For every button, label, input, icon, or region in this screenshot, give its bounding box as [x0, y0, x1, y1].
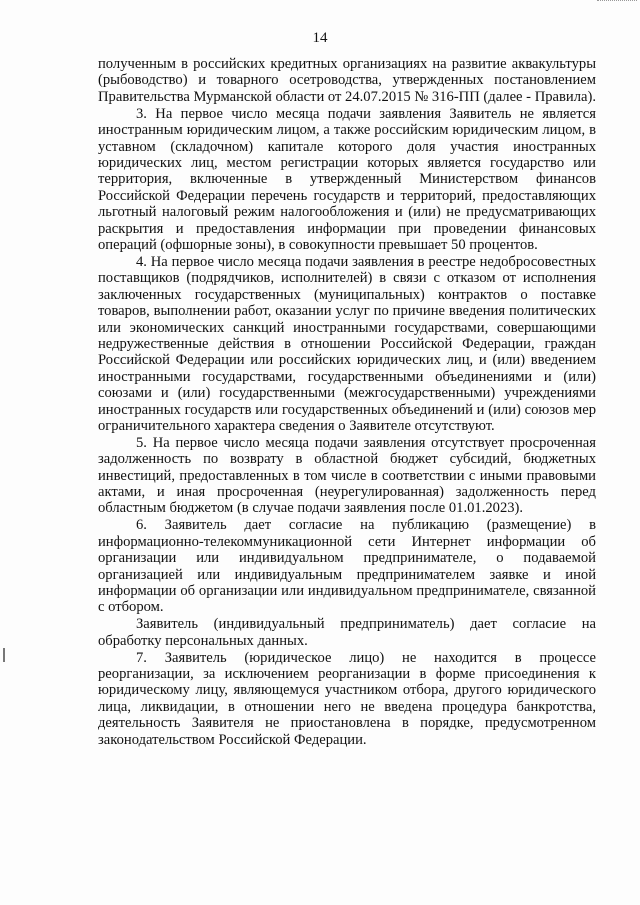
- paragraph-item-5: 5. На первое число месяца подачи заявления отсутствует просроченная задолженность по возврату в областной бюджет субсидий, бюджетных инвестиций, предоставленных в том числе в соответствии с иными правовыми актами, и иная просроченная (неурегулированная) задолженность перед областным бюджетом (в случае подачи заявления после 01.01.2023).: [98, 434, 596, 517]
- paragraph-item-4: 4. На первое число месяца подачи заявления в реестре недобросовестных поставщиков (подрядчиков, исполнителей) в связи с отказом от исполнения заключенных государственных (муниципальных) контрактов о поставке товаров, выполнении работ, оказании услуг по причине введения политических или экономических санкций иностранными государствами, совершающими недружественные действия в отношении Российской Федерации, граждан Российской Федерации или российских юридических лиц, и (или) введением иностранными государствами, государственными объединениями и (или) союзами и (или) государственными (межгосударственными) учреждениями иностранных государств или государственных объединений и (или) союзов мер ограничительного характера сведения о Заявителе отсутствуют.: [98, 253, 596, 434]
- paragraph-item-7: 7. Заявитель (юридическое лицо) не находится в процессе реорганизации, за исключением реорганизации в форме присоединения к юридическому лицу, являющемуся участником отбора, другого юридического лица, ликвидации, в отношении него не введена процедура банкротства, деятельность Заявителя не приостановлена в порядке, предусмотренном законодательством Российской Федерации.: [98, 649, 596, 748]
- paragraph-continuation: полученным в российских кредитных организациях на развитие аквакультуры (рыбоводство) и товарного осетроводства, утвержденных постановлением Правительства Мурманской области от 24.07.2015 № 316-ПП (далее - Правила).: [98, 56, 596, 105]
- paragraph-consent-personal-data: Заявитель (индивидуальный предприниматель) дает согласие на обработку персональных данных.: [98, 616, 596, 649]
- scan-artifact-top: [597, 0, 637, 4]
- paragraph-item-3: 3. На первое число месяца подачи заявления Заявитель не является иностранным юридическим лицом, а также российским юридическим лицом, в уставном (складочном) капитале которого доля участия иностранных юридических лиц, местом регистрации которых является государство или территория, включенные в утвержденный Министерством финансов Российской Федерации перечень государств и территорий, предоставляющих льготный налоговый режим налогообложения и (или) не предусматривающих раскрытия и предоставления информации при проведении финансовых операций (офшорные зоны), в совокупности превышает 50 процентов.: [98, 105, 596, 253]
- paragraph-item-6: 6. Заявитель дает согласие на публикацию (размещение) в информационно-телекоммуникационной сети Интернет информации об организации или индивидуальном предпринимателе, о подаваемой организацией или индивидуальным предпринимателем заявке и иной информации об организации или индивидуальном предпринимателе, связанной с отбором.: [98, 517, 596, 616]
- page-number: 14: [312, 30, 328, 46]
- document-body: [98, 56, 596, 748]
- scan-artifact-left: [3, 648, 5, 662]
